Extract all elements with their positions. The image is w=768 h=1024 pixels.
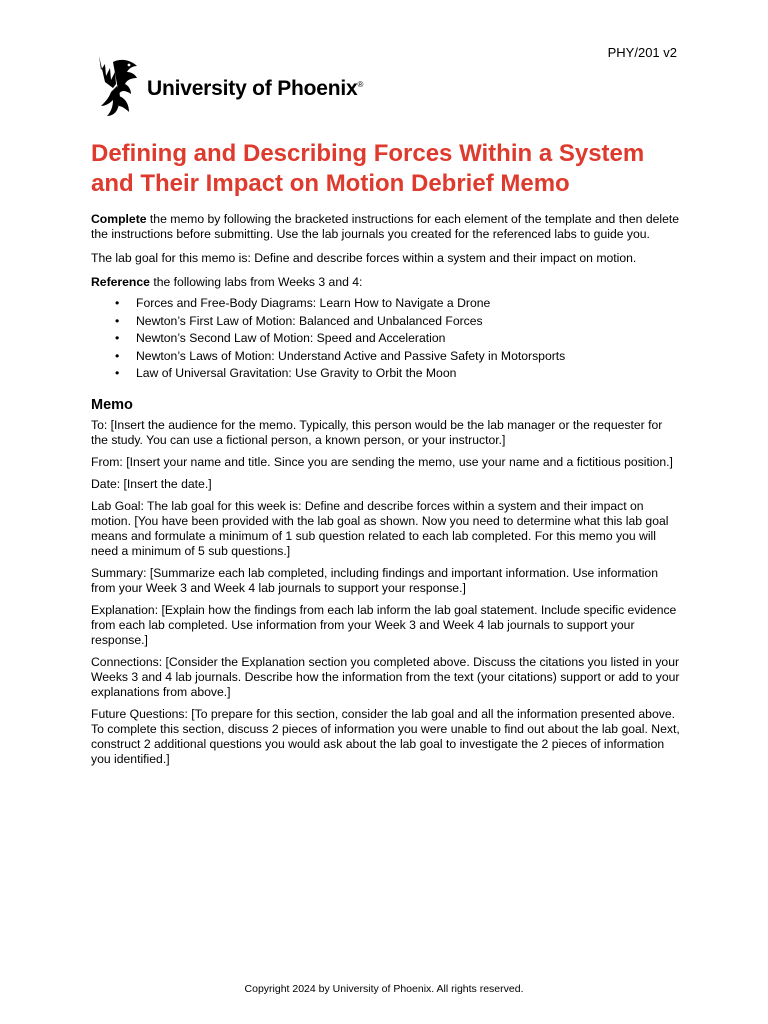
lab-goal-statement: The lab goal for this memo is: Define and describe forces within a system and their impact on motion.: [91, 251, 637, 265]
memo-connections: Connections: [Consider the Explanation section you completed above. Discuss the citations you listed in your Weeks 3 and 4 lab journals. Describe how the information from the text (your citations) support or add to your explanations from above.]: [91, 654, 680, 699]
document-title: Defining and Describing Forces Within a System and Their Impact on Motion Debrief Memo: [91, 140, 645, 197]
document-body: [91, 139, 681, 774]
list-item: • Newton’s First Law of Motion: Balanced and Unbalanced Forces: [136, 313, 681, 331]
list-item: • Newton’s Second Law of Motion: Speed and Acceleration: [136, 330, 681, 348]
instructions-paragraph: Complete the memo by following the bracketed instructions for each element of the template and then delete the instructions before submitting. Use the lab journals you created for the referenced labs to guide you.: [91, 212, 680, 241]
course-code: PHY/201 v2: [607, 45, 677, 60]
memo-from: From: [Insert your name and title. Since you are sending the memo, use your name and a fictitious position.]: [91, 454, 673, 469]
list-item: • Forces and Free-Body Diagrams: Learn How to Navigate a Drone: [136, 295, 681, 313]
logo-wordmark: University of Phoenix®: [147, 77, 364, 100]
copyright-footer: Copyright 2024 by University of Phoenix. All rights reserved.: [244, 983, 524, 995]
labs-list: [91, 295, 681, 383]
memo-summary: Summary: [Summarize each lab completed, including findings and important information. Use information from your Week 3 and Week 4 lab journals to support your response.]: [91, 565, 658, 595]
list-item: • Newton’s Laws of Motion: Understand Active and Passive Safety in Motorsports: [136, 348, 681, 366]
memo-explanation: Explanation: [Explain how the findings from each lab inform the lab goal statement. Include specific evidence from each lab completed. Use information from your Week 3 and Week 4 lab journals to support your response.]: [91, 602, 677, 647]
reference-paragraph: Reference the following labs from Weeks 3 and 4:: [91, 275, 363, 289]
phoenix-logo-icon: [91, 54, 143, 118]
memo-section: [91, 418, 681, 767]
memo-date: Date: [Insert the date.]: [91, 476, 212, 491]
memo-heading: Memo: [91, 396, 133, 413]
university-logo: [91, 54, 363, 118]
list-item: • Law of Universal Gravitation: Use Gravity to Orbit the Moon: [136, 365, 681, 383]
memo-lab-goal: Lab Goal: The lab goal for this week is: Define and describe forces within a system and their impact on motion. [You have been provided with the lab goal as shown. Now you need to determine what this lab goal means and formulate a minimum of 1 sub question related to each lab completed. For this memo you will need a minimum of 5 sub questions.]: [91, 498, 669, 558]
memo-to: To: [Insert the audience for the memo. Typically, this person would be the lab manager or the requester for the study. You can use a fictional person, a known person, or your instructor.]: [91, 417, 663, 447]
memo-future-questions: Future Questions: [To prepare for this section, consider the lab goal and all the information presented above. To complete this section, discuss 2 pieces of information you were unable to find out about the lab goal. Next, construct 2 additional questions you would ask about the lab goal to investigate the 2 pieces of information you identified.]: [91, 706, 680, 766]
